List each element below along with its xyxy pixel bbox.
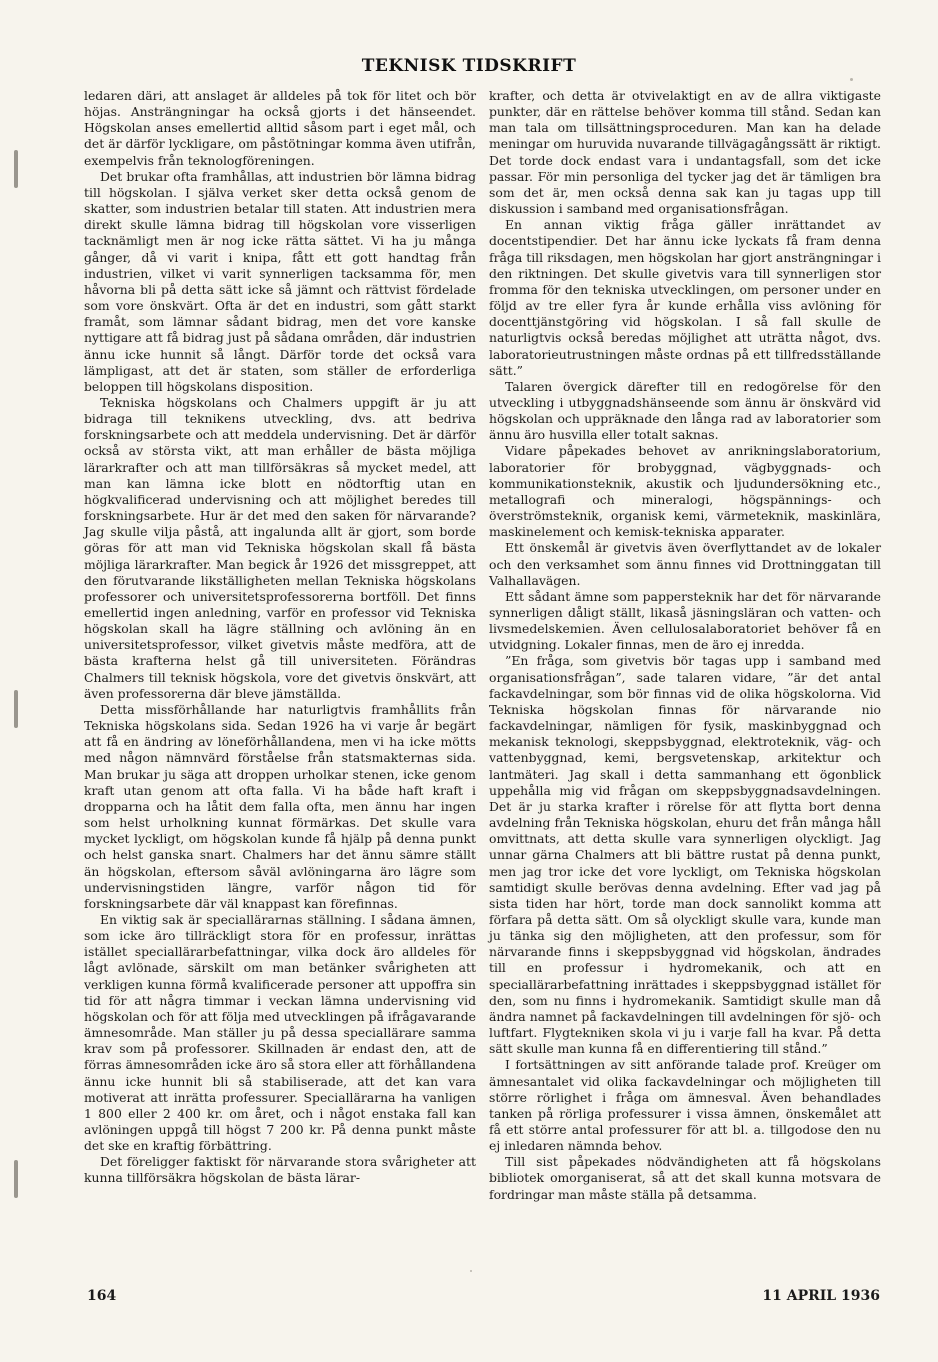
paragraph: Vidare påpekades behovet av anrikningslaboratorium, laboratorier för brobyggnad, vägbyggnads- och kommunikationsteknik, akustik och ljudundersökning etc., metallografi och mineralogi, högspännings- och överströmsteknik, organisk kemi, värmeteknik, maskinlära, maskinelement och kemisk-tekniska apparater. (489, 443, 881, 540)
journal-masthead: TEKNISK TIDSKRIFT (361, 56, 577, 76)
binding-mark (14, 1160, 18, 1198)
paragraph: ledaren däri, att anslaget är alldeles på tok för litet och bör höjas. Ansträngningar ha också gjorts i det hänseendet. Högskolan anses emellertid alltid såsom part i eget mål, och det är därför lyckligare, om påstötningar komma även utifrån, exempelvis från teknologföreningen. (84, 88, 476, 168)
paragraph: En viktig sak är speciallärarnas ställning. I sådana ämnen, som icke äro tillräckligt stora för en professur, inrättas istället speciallärarbefattningar, vilka dock äro alldeles för lågt avlönade, särskilt om man betänker svårigheten att verkligen kunna förmå kvalificerade personer att uppoffra sin tid för att några timmar i veckan lämna undervisning vid högskolan och för att följa med utvecklingen på ifrågavarande ämnesområde. Man ställer ju på dessa speciallärare samma krav som på professorer. Skillnaden är endast den, att de förras ämnesområden icke äro så stora eller att förhållandena ännu icke hunnit bli så stabiliserade, att det kan vara motiverat att inrätta professurer. Speciallärarna ha vanligen 1 800 eller 2 400 kr. om året, och i något enstaka fall kan avlöningen uppgå till högst 7 200 kr. På denna punkt måste det ske en kraftig förbättring. (84, 911, 476, 1154)
binding-mark (14, 690, 18, 728)
paragraph: Det brukar ofta framhållas, att industrien bör lämna bidrag till högskolan. I själva verket sker detta också genom de skatter, som industrien betalar till staten. Att industrien mera direkt skulle lämna bidrag till högskolan vore visserligen tacknämligt men är nog icke rätta sättet. Vi ha ju många gånger, då vi varit i knipa, fått ett gott handtag från industrien, vilket vi varit synnerligen tacksamma för, men håvorna bli på detta sätt icke så jämnt och rättvist fördelade som vore önskvärt. Ofta är det en industri, som gått starkt framåt, som lämnar sådant bidrag, men det vore kanske nyttigare att få bidrag just på sådana områden, där industrien ännu icke hunnit så långt. Därför torde det också vara lämpligast, att det är staten, som ställer de erforderliga beloppen till högskolans disposition. (84, 168, 476, 394)
paragraph: krafter, och detta är otvivelaktigt en av de allra viktigaste punkter, där en rättelse behöver komma till stånd. Sedan kan man tala om tillsättningsproceduren. Man kan ha delade meningar om huruvida nuvarande tillvägagångssätt är riktigt. Det torde dock endast vara i undantagsfall, som det icke passar. För min personliga del tycker jag det är tämligen bra som det är, men också denna sak kan ju tagas upp till diskussion i samband med organisationsfrågan. (489, 88, 881, 217)
paragraph: Till sist påpekades nödvändigheten att få högskolans bibliotek omorganiserat, så att det skall kunna motsvara de fordringar man måste ställa på detsamma. (489, 1154, 881, 1202)
right-text-column (489, 88, 881, 1203)
issue-date: 11 APRIL 1936 (762, 1288, 880, 1304)
page-number: 164 (87, 1288, 117, 1304)
left-text-column (84, 88, 476, 1187)
paragraph: Ett sådant ämne som pappersteknik har det för närvarande synnerligen dåligt ställt, likaså jäsningsläran och vatten- och livsmedelskemien. Även cellulosalaboratoriet behöver få en utvidgning. Lokaler finnas, men de äro ej inredda. (489, 588, 881, 653)
paragraph: Talaren övergick därefter till en redogörelse för den utveckling i utbyggnadshänseende som ännu är önskvärd vid högskolan och uppräknade den långa rad av laboratorier som ännu äro husvilla eller totalt saknas. (489, 378, 881, 443)
paragraph: I fortsättningen av sitt anförande talade prof. Kreüger om ämnesantalet vid olika fackavdelningar och möjligheten till större rörlighet i fråga om ämnesval. Även behandlades tanken på rörliga professurer i vissa ämnen, önskemålet att få ett större antal professurer för att bl. a. tillgodose den nu ej inledaren nämnda behov. (489, 1057, 881, 1154)
paper-speck (850, 78, 853, 81)
paragraph: Ett önskemål är givetvis även överflyttandet av de lokaler och den verksamhet som ännu finnes vid Drottninggatan till Valhallavägen. (489, 540, 881, 588)
paragraph: Tekniska högskolans och Chalmers uppgift är ju att bidraga till teknikens utveckling, dvs. att bedriva forskningsarbete och att meddela undervisning. Det är därför också av största vikt, att man erhåller de bästa möjliga lärarkrafter och att man tillförsäkras så mycket medel, att man kan lämna icke blott en nödtorftig utan en högkvalificerad undervisning och att möjlighet beredes till forskningsarbete. Hur är det med den saken för närvarande? Jag skulle vilja påstå, att ingalunda allt är gjort, som borde göras för att man vid Tekniska högskolan skall få bästa möjliga lärarkrafter. Man begick år 1926 det missgreppet, att den förutvarande likställigheten mellan Tekniska högskolans professorer och universitetsprofessorerna bortföll. Det finns emellertid ingen anledning, varför en professor vid Tekniska högskolan skall ha lägre ställning och avlöning än en universitetsprofessor, vilket givetvis måste medföra, att de bästa krafterna helst gå till universiteten. Förändras Chalmers till teknisk högskola, vore det givetvis önskvärt, att även professorerna där bleve jämställda. (84, 394, 476, 701)
paragraph: En annan viktig fråga gäller inrättandet av docentstipendier. Det har ännu icke lyckats få fram denna fråga till riksdagen, men högskolan har gjort ansträngningar i den riktningen. Det skulle givetvis vara till synnerligen stor fromma för den tekniska utvecklingen, om personer under en följd av tre eller fyra år kunde erhålla viss avlöning för docenttjänstgöring vid högskolan. I så fall skulle de naturligtvis också beredas möjlighet att uträtta något, dvs. laboratorieutrustningen måste ordnas på ett tillfredsställande sätt.” (489, 217, 881, 378)
binding-mark (14, 150, 18, 188)
paragraph: Det föreligger faktiskt för närvarande stora svårigheter att kunna tillförsäkra högskolan de bästa lärar- (84, 1154, 476, 1186)
paragraph: Detta missförhållande har naturligtvis framhållits från Tekniska högskolans sida. Sedan 1926 ha vi varje år begärt att få en ändring av löneförhållandena, men vi ha icke mötts med någon nämnvärd förståelse från statsmakternas sida. Man brukar ju säga att droppen urholkar stenen, icke genom kraft utan genom att ofta falla. Vi ha både haft kraft i dropparna och ha låtit dem falla ofta, men ännu har ingen som helst urholkning kunnat förmärkas. Det skulle vara mycket lyckligt, om högskolan kunde få hjälp på denna punkt och helst ganska snart. Chalmers har det ännu sämre ställt än högskolan, eftersom såväl avlöningarna äro lägre som undervisningstiden längre, varför någon tid för forskningsarbete där väl knappast kan förefinnas. (84, 701, 476, 911)
paragraph: ”En fråga, som givetvis bör tagas upp i samband med organisationsfrågan”, sade talaren vidare, ”är det antal fackavdelningar, som bör finnas vid de olika högskolorna. Vid Tekniska högskolan finnas för närvarande nio fackavdelningar, nämligen för fysik, maskinbyggnad och mekanisk teknologi, skeppsbyggnad, elektroteknik, väg- och vattenbyggnad, kemi, bergsvetenskap, arkitektur och lantmäteri. Jag skall i detta sammanhang ett ögonblick uppehålla mig vid frågan om skeppsbyggnadsavdelningen. Det är ju starka krafter i rörelse för att flytta bort denna avdelning från Tekniska högskolan, ehuru det från många håll omvittnats, att detta skulle vara synnerligen olyckligt. Jag unnar gärna Chalmers att bli bättre rustat på denna punkt, men jag tror icke det vore lyckligt, om Tekniska högskolan samtidigt skulle berövas denna avdelning. Efter vad jag på sista tiden har hört, torde man dock sannolikt komma att förfara på detta sätt. Om så olyckligt skulle vara, kunde man ju tänka sig den möjligheten, att den professur, som för närvarande finns i skeppsbyggnad vid högskolan, ändrades till en professur i hydromekanik, och att en speciallärarbefattning inrättades i skeppsbyggnad istället för den, som nu finns i hydromekanik. Samtidigt skulle man då ändra namnet på fackavdelningen till avdelningen för sjö- och luftfart. Flygtekniken skola vi ju i varje fall ha kvar. På detta sätt skulle man kunna få en differentiering till stånd.” (489, 653, 881, 1057)
paper-speck (470, 1270, 472, 1272)
